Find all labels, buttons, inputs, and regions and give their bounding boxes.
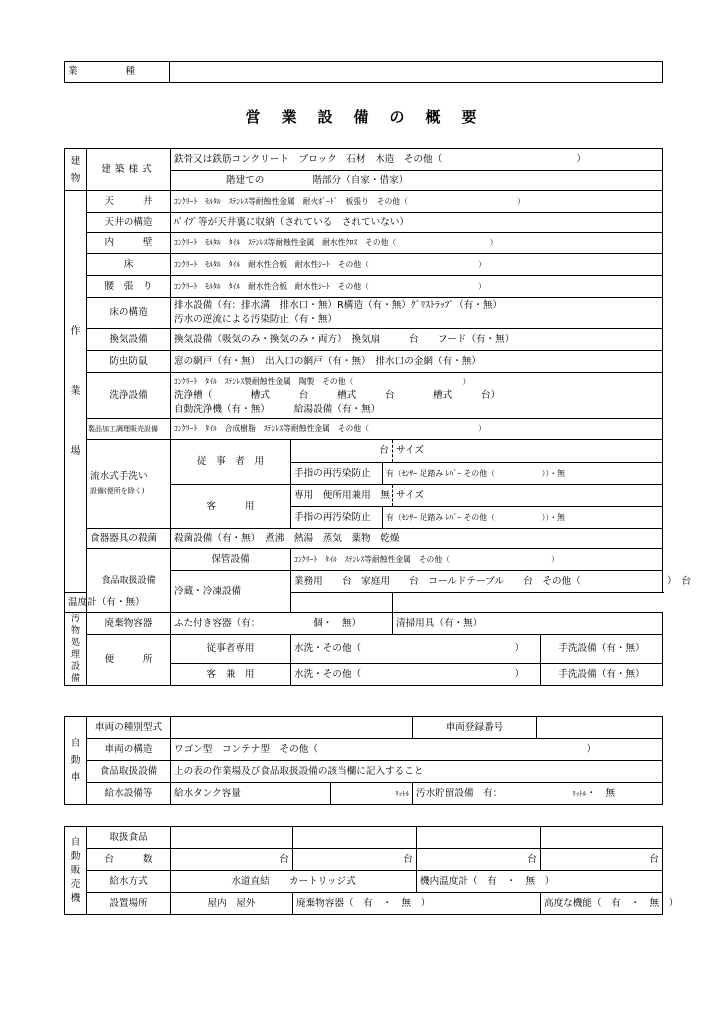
vehicle-water-label: 給水設備等: [87, 783, 171, 805]
vending-water-opts[interactable]: 水道直結 カートリッジ式: [171, 871, 417, 893]
vehicle-type-field[interactable]: [171, 717, 413, 739]
toilet-staff-flush[interactable]: 水洗・その他（ ）: [291, 635, 541, 664]
handwash-guest-recontam-opts[interactable]: 有（ｾﾝｻｰ 足踏み ﾚﾊﾞｰ その他（ ））・無: [383, 507, 663, 529]
toilet-guest-wash[interactable]: 手洗設備（有・無）: [541, 664, 663, 686]
section-food-storage: 食品取扱設備: [87, 549, 171, 613]
industry-table: [64, 61, 663, 83]
handwash-label: 流水式手洗い 設備(便所を除く): [87, 440, 171, 529]
insect-label: 防虫防鼠: [87, 351, 171, 373]
vehicle-table: [64, 716, 663, 805]
insect-value[interactable]: 窓の網戸（有・無） 出入口の網戸（有・無） 排水口の金網（有・無）: [171, 351, 663, 373]
vehicle-food-label: 食品取扱設備: [87, 761, 171, 783]
floor-struct-value[interactable]: 排水設備（有：排水溝 排水口・無）R構造（有・無）ｸﾞﾘｽﾄﾗｯﾌﾟ（有・無） 汚水の逆流による汚染防止（有・無）: [171, 298, 663, 329]
vending-water-label: 給水方式: [87, 871, 171, 893]
vending-place-label: 設置場所: [87, 893, 171, 915]
ceiling-value[interactable]: ｺﾝｸﾘｰﾄ ﾓﾙﾀﾙ ｽﾃﾝﾚｽ等耐蝕性金属 耐火ﾎﾞｰﾄﾞ 板張り その他（ ）: [171, 191, 663, 213]
waste-storage-label: 汚水貯留設備 有：: [416, 787, 503, 799]
vending-count-1[interactable]: 台: [171, 849, 293, 871]
toilet-guest-flush[interactable]: 水洗・その他（ ）: [291, 664, 541, 686]
vending-count-2[interactable]: 台: [293, 849, 417, 871]
section-vehicle: 自動車: [65, 717, 87, 805]
storage-label: 保管設備: [171, 549, 291, 571]
sterilize-label: 食器器具の殺菌: [87, 529, 171, 549]
waste-box-value[interactable]: ふた付き容器（有： 個・ 無）: [171, 613, 393, 635]
toilet-guest-label: 客 兼 用: [171, 664, 291, 686]
vehicle-type-label: 車両の種別型式: [87, 717, 171, 739]
waist-label: 腰 張 り: [87, 276, 171, 298]
handwash-guest-recontam-label: 手指の再汚染防止: [291, 507, 383, 529]
ceiling-struct-value[interactable]: ﾊﾟｲﾌﾟ等が天井裏に収納（されている されていない）: [171, 213, 663, 233]
refrig-line1[interactable]: 業務用 台 家庭用 台 コールドテーブル 台 その他（ ） 台: [291, 571, 663, 593]
ventilation-value[interactable]: 換気設備（吸気のみ・換気のみ・両方） 換気扇 台 フード（有・無）: [171, 329, 663, 351]
vending-food-1[interactable]: [171, 827, 293, 849]
sales-table-label: 製品加工調理販売設備: [87, 419, 171, 440]
refrig-label: 冷蔵・冷凍設備: [171, 571, 291, 613]
vending-table: [64, 826, 679, 915]
waist-value[interactable]: ｺﾝｸﾘｰﾄ ﾓﾙﾀﾙ ﾀｲﾙ 耐水性合板 耐水性ｼｰﾄ その他（ ）: [171, 276, 663, 298]
facilities-table: [64, 148, 692, 686]
structure-line2[interactable]: 階建ての 階部分（自家・借家）: [171, 171, 663, 191]
handwash-guest-dedicated[interactable]: 専用 便所用兼用 無: [291, 485, 393, 507]
cleaning-tools[interactable]: 清掃用具（有・無）: [393, 613, 663, 635]
waste-storage[interactable]: [413, 783, 663, 805]
floor-struct-label: 床の構造: [87, 298, 171, 329]
vending-place-opts[interactable]: 屋内 屋外: [171, 893, 293, 915]
floor-value[interactable]: ｺﾝｸﾘｰﾄ ﾓﾙﾀﾙ ﾀｲﾙ 耐水性合板 耐水性ｼｰﾄ その他（ ）: [171, 254, 663, 276]
structure-line1[interactable]: 鉄骨又は鉄筋コンクリート ブロック 石材 木造 その他（ ）: [171, 149, 663, 171]
handwash-staff-recontam-label: 手指の再汚染防止: [291, 463, 383, 485]
handwash-staff-label: 従 事 者 用: [171, 440, 291, 485]
section-waste: 汚物処理設備: [65, 613, 87, 686]
vending-food-3[interactable]: [417, 827, 541, 849]
vending-temp[interactable]: 機内温度計（ 有 ・ 無 ）: [417, 871, 663, 893]
vending-food-2[interactable]: [293, 827, 417, 849]
waste-box-label: 廃棄物容器: [87, 613, 171, 635]
toilet-staff-wash[interactable]: 手洗設備（有・無）: [541, 635, 663, 664]
waste-storage-unit: ﾘｯﾄﾙ: [572, 789, 587, 798]
industry-label: 業 種: [65, 62, 170, 83]
ceiling-struct-label: 天井の構造: [87, 213, 171, 233]
handwash-guest-size[interactable]: サイズ: [393, 485, 663, 507]
water-tank-label: 給水タンク容量: [171, 783, 331, 805]
inner-wall-label: 内 壁: [87, 233, 171, 254]
vending-food-label: 取扱食品: [87, 827, 171, 849]
vending-count-4[interactable]: 台: [541, 849, 663, 871]
handwash-staff-units[interactable]: 台: [291, 440, 393, 463]
industry-field[interactable]: [170, 62, 663, 83]
inner-wall-value[interactable]: ｺﾝｸﾘｰﾄ ﾓﾙﾀﾙ ﾀｲﾙ ｽﾃﾝﾚｽ等耐蝕性金属 耐水性ｸﾛｽ その他（ ）: [171, 233, 663, 254]
vending-count-3[interactable]: 台: [417, 849, 541, 871]
structure-label: 建築様式: [87, 149, 171, 191]
vending-func[interactable]: 高度な機能（ 有 ・ 無 ）: [541, 893, 663, 915]
washing-label: 洗浄設備: [87, 373, 171, 419]
section-vending: 自動販売機: [65, 827, 87, 915]
vending-count-label: 台 数: [87, 849, 171, 871]
waste-storage-none: ・ 無: [586, 787, 616, 799]
ceiling-label: 天 井: [87, 191, 171, 213]
handwash-staff-recontam-opts[interactable]: 有（ｾﾝｻｰ 足踏み ﾚﾊﾞｰ その他（ ））・無: [383, 463, 663, 485]
vehicle-reg-label: 車両登録番号: [413, 717, 537, 739]
sterilize-value[interactable]: 殺菌設備（有・無） 煮沸 熱湯 蒸気 薬物 乾燥: [171, 529, 663, 549]
sales-table-value[interactable]: ｺﾝｸﾘｰﾄ ﾀｲﾙ 合成樹脂 ｽﾃﾝﾚｽ等耐蝕性金属 その他（ ）: [171, 419, 663, 440]
handwash-guest-label: 客 用: [171, 485, 291, 529]
refrig-line2[interactable]: 温度計（有・無）: [65, 593, 393, 613]
section-building: 建物: [65, 149, 87, 191]
vehicle-food-value: 上の表の作業場及び食品取扱設備の該当欄に記入すること: [171, 761, 663, 783]
vehicle-reg-field[interactable]: [537, 717, 663, 739]
section-workplace: 作業場: [65, 191, 87, 593]
water-tank-unit[interactable]: ﾘｯﾄﾙ: [331, 783, 413, 805]
vehicle-struct-value[interactable]: ワゴン型 コンテナ型 その他（ ）: [171, 739, 663, 761]
vending-food-4[interactable]: [541, 827, 663, 849]
page-title: 営 業 設 備 の 概 要: [245, 108, 480, 126]
vending-waste[interactable]: 廃棄物容器（ 有 ・ 無 ）: [293, 893, 541, 915]
toilet-label: 便 所: [87, 635, 171, 686]
washing-value[interactable]: ｺﾝｸﾘｰﾄ ﾀｲﾙ ｽﾃﾝﾚｽ製耐蝕性金属 陶製 その他（ ） 洗浄槽（ 槽式 台 槽式 台 槽式 台） 自動洗浄機（有・無） 給湯設備（有・無）: [171, 373, 663, 419]
floor-label: 床: [87, 254, 171, 276]
ventilation-label: 換気設備: [87, 329, 171, 351]
toilet-staff-label: 従事者専用: [171, 635, 291, 664]
vehicle-struct-label: 車両の構造: [87, 739, 171, 761]
storage-value[interactable]: ｺﾝｸﾘｰﾄ ﾀｲﾙ ｽﾃﾝﾚｽ等耐蝕性金属 その他（ ）: [291, 549, 663, 571]
handwash-staff-size[interactable]: サイズ: [393, 440, 663, 463]
